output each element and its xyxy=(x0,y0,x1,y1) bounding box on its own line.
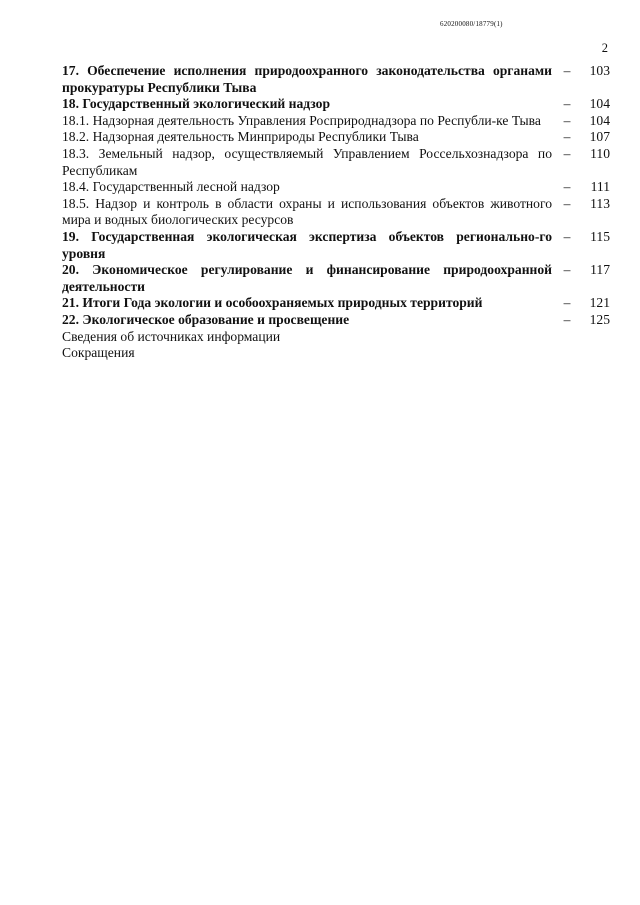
toc-entry-18-2 xyxy=(62,129,610,146)
toc-entry-dash: – xyxy=(563,96,571,112)
toc-entry-title: 19. Государственная экологическая экспертиза объектов регионально-го уровня xyxy=(62,228,552,261)
toc-entry-page: 110 xyxy=(590,145,610,161)
toc-entry-dash: – xyxy=(563,145,571,161)
toc-entry-18 xyxy=(62,96,610,113)
toc-entry-title: 18.2. Надзорная деятельность Минприроды Республики Тыва xyxy=(62,129,419,145)
toc-entry-dash: – xyxy=(563,228,571,244)
toc-entry-page: 117 xyxy=(590,262,610,278)
toc-entry-title: 18.1. Надзорная деятельность Управления Росприроднадзора по Республи-ке Тыва xyxy=(62,112,541,128)
document-number: 620200080/18779(1) xyxy=(440,20,503,28)
toc-entry-18-3 xyxy=(62,146,610,179)
toc-entry-title: 18.3. Земельный надзор, осуществляемый Управлением Россельхознадзора по Республикам xyxy=(62,145,552,178)
toc-entry-dash: – xyxy=(563,262,571,278)
toc-entry-20 xyxy=(62,262,610,295)
toc-entry-19 xyxy=(62,229,610,262)
toc-entry-dash: – xyxy=(563,112,571,128)
toc-entry-page: 103 xyxy=(589,63,610,78)
toc-entry-18-4 xyxy=(62,179,610,196)
toc-entry-18-1 xyxy=(62,113,610,130)
toc-entry-page: 111 xyxy=(590,179,610,195)
toc-entry-title: 18. Государственный экологический надзор xyxy=(62,96,331,112)
toc-entry-page: 125 xyxy=(589,311,610,327)
toc-entry-title: 17. Обеспечение исполнения природоохранного законодательства органами прокуратуры Республики Тыва xyxy=(62,63,552,95)
toc-extra-abbreviations: Сокращения xyxy=(62,345,135,361)
toc-entry-page: 104 xyxy=(589,96,610,112)
toc-entry-title: 22. Экологическое образование и просвещение xyxy=(62,311,350,327)
toc-entry-dash: – xyxy=(563,63,571,78)
toc-entry-title: 18.5. Надзор и контроль в области охраны и использования объектов животного мира и водных биологических ресурсов xyxy=(62,195,552,228)
toc-entry-dash: – xyxy=(563,179,571,195)
toc-entry-dash: – xyxy=(563,195,571,211)
toc-entry-18-5 xyxy=(62,196,610,229)
toc-entry-title: 20. Экономическое регулирование и финансирование природоохранной деятельности xyxy=(62,262,552,294)
toc-entry-dash: – xyxy=(563,295,571,311)
table-of-contents xyxy=(62,63,610,362)
toc-entry-17 xyxy=(62,63,610,96)
toc-entry-page: 121 xyxy=(589,295,610,311)
toc-entry-page: 104 xyxy=(589,112,610,128)
toc-entry-title: 21. Итоги Года экологии и особоохраняемых природных территорий xyxy=(62,295,483,311)
toc-entry-page: 107 xyxy=(589,129,610,145)
page-number: 2 xyxy=(601,41,608,55)
toc-entry-page: 113 xyxy=(590,195,610,211)
toc-entry-21 xyxy=(62,295,610,312)
toc-entry-22 xyxy=(62,312,610,329)
toc-entry-title: 18.4. Государственный лесной надзор xyxy=(62,179,280,195)
toc-entry-page: 115 xyxy=(590,228,610,244)
toc-entry-dash: – xyxy=(563,129,571,145)
toc-extra-sources: Сведения об источниках информации xyxy=(62,328,281,344)
toc-entry-dash: – xyxy=(563,311,571,327)
